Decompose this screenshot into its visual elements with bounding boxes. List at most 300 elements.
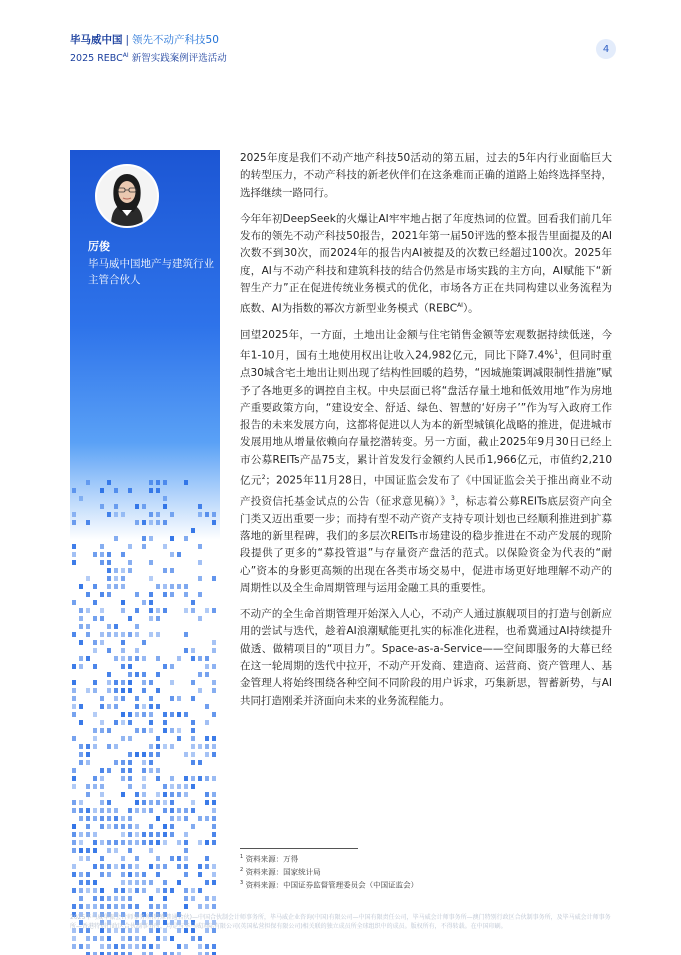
skyline-window (121, 936, 125, 941)
skyline-window (156, 816, 160, 821)
skyline-window (72, 824, 76, 829)
skyline-window (163, 800, 167, 805)
skyline-window (170, 568, 174, 573)
skyline-window (114, 624, 118, 629)
skyline-window (114, 680, 118, 685)
skyline-window (149, 768, 153, 773)
skyline-window (107, 816, 111, 821)
header-tagline: 领先不动产科技50 (132, 34, 219, 46)
skyline-window (121, 632, 125, 637)
skyline-window (177, 816, 181, 821)
skyline-window (142, 704, 146, 709)
skyline-window (177, 584, 181, 589)
skyline-window (86, 576, 90, 581)
skyline-window (107, 944, 111, 949)
skyline-window (184, 608, 188, 613)
skyline-window (142, 800, 146, 805)
skyline-window (79, 832, 83, 837)
skyline-window (86, 792, 90, 797)
skyline-window (156, 800, 160, 805)
skyline-window (156, 888, 160, 893)
skyline-window (79, 904, 83, 909)
skyline-window (128, 656, 132, 661)
skyline-window (86, 624, 90, 629)
skyline-window (114, 632, 118, 637)
skyline-window (142, 728, 146, 733)
skyline-window (100, 544, 104, 549)
skyline-window (79, 752, 83, 757)
skyline-window (114, 696, 118, 701)
skyline-window (121, 688, 125, 693)
skyline-window (72, 768, 76, 773)
skyline-window (86, 816, 90, 821)
skyline-window (212, 520, 216, 525)
skyline-window (198, 888, 202, 893)
skyline-window (79, 872, 83, 877)
skyline-window (121, 904, 125, 909)
skyline-window (205, 944, 209, 949)
skyline-window (212, 904, 216, 909)
skyline-window (163, 896, 167, 901)
skyline-window (184, 864, 188, 869)
skyline-window (149, 512, 153, 517)
paragraph-2-sup: AI (457, 302, 463, 310)
skyline-window (86, 520, 90, 525)
skyline-window (128, 848, 132, 853)
skyline-window (170, 800, 174, 805)
skyline-window (114, 864, 118, 869)
skyline-window (100, 824, 104, 829)
skyline-window (170, 832, 174, 837)
skyline-window (156, 856, 160, 861)
skyline-window (121, 832, 125, 837)
skyline-window (212, 840, 216, 845)
skyline-window (121, 720, 125, 725)
skyline-window (107, 512, 111, 517)
skyline-window (149, 832, 153, 837)
skyline-window (184, 792, 188, 797)
skyline-window (149, 760, 153, 765)
skyline-window (135, 904, 139, 909)
skyline-window (114, 744, 118, 749)
skyline-window (163, 840, 167, 845)
skyline-window (93, 864, 97, 869)
skyline-window (177, 856, 181, 861)
skyline-window (212, 608, 216, 613)
skyline-window (184, 816, 188, 821)
skyline-window (205, 720, 209, 725)
skyline-window (72, 680, 76, 685)
skyline-window (163, 784, 167, 789)
skyline-window (86, 592, 90, 597)
skyline-window (100, 800, 104, 805)
skyline-window (149, 608, 153, 613)
skyline-window (163, 808, 167, 813)
skyline-window (149, 704, 153, 709)
skyline-window (79, 856, 83, 861)
skyline-window (100, 856, 104, 861)
skyline-window (72, 840, 76, 845)
skyline-window (142, 544, 146, 549)
skyline-window (156, 744, 160, 749)
skyline-window (191, 800, 195, 805)
skyline-window (177, 656, 181, 661)
skyline-window (100, 640, 104, 645)
skyline-window (93, 584, 97, 589)
skyline-window (128, 840, 132, 845)
skyline-window (205, 512, 209, 517)
skyline-window (142, 832, 146, 837)
skyline-window (93, 688, 97, 693)
skyline-window (184, 888, 188, 893)
skyline-window (149, 600, 153, 605)
skyline-window (177, 880, 181, 885)
skyline-window (191, 680, 195, 685)
skyline-window (156, 480, 160, 485)
skyline-window (79, 896, 83, 901)
skyline-window (156, 944, 160, 949)
skyline-window (86, 688, 90, 693)
skyline-window (198, 672, 202, 677)
footnote-3 (240, 878, 418, 891)
skyline-window (93, 552, 97, 557)
skyline-window (86, 608, 90, 613)
paragraph-2-text-after: ）。 (462, 302, 479, 315)
skyline-window (177, 944, 181, 949)
skyline-window (93, 808, 97, 813)
skyline-window (135, 648, 139, 653)
skyline-window (107, 824, 111, 829)
skyline-window (86, 856, 90, 861)
skyline-window (212, 880, 216, 885)
skyline-window (72, 832, 76, 837)
skyline-window (135, 864, 139, 869)
skyline-window (79, 616, 83, 621)
skyline-window (170, 680, 174, 685)
skyline-window (93, 744, 97, 749)
skyline-window (86, 656, 90, 661)
skyline-window (72, 544, 76, 549)
skyline-window (114, 584, 118, 589)
footnote-3-text: 资料来源：中国证券监督管理委员会（中国证监会） (245, 880, 419, 890)
skyline-window (107, 632, 111, 637)
skyline-window (100, 768, 104, 773)
skyline-window (128, 760, 132, 765)
skyline-window (191, 648, 195, 653)
skyline-window (86, 880, 90, 885)
skyline-window (79, 840, 83, 845)
skyline-window (198, 560, 202, 565)
skyline-window (107, 728, 111, 733)
skyline-window (135, 824, 139, 829)
skyline-window (142, 776, 146, 781)
skyline-window (135, 800, 139, 805)
skyline-window (100, 504, 104, 509)
skyline-window (212, 752, 216, 757)
skyline-window (170, 936, 174, 941)
skyline-window (128, 784, 132, 789)
skyline-window (79, 880, 83, 885)
skyline-window (128, 888, 132, 893)
skyline-window (100, 616, 104, 621)
paragraph-3-text-after2: ；2025年11月28日，中国证监会发布了《中国证监会关于推出商业不动产投资信托基金试点的公告（征求意见稿）》 (240, 474, 612, 508)
skyline-window (135, 936, 139, 941)
skyline-window (93, 832, 97, 837)
skyline-window (79, 624, 83, 629)
skyline-window (163, 728, 167, 733)
skyline-window (135, 504, 139, 509)
skyline-window (170, 512, 174, 517)
skyline-window (156, 632, 160, 637)
paragraph-2 (240, 211, 612, 318)
skyline-window (170, 816, 174, 821)
skyline-window (128, 880, 132, 885)
skyline-window (86, 888, 90, 893)
skyline-window (100, 792, 104, 797)
skyline-window (142, 808, 146, 813)
skyline-window (163, 824, 167, 829)
skyline-window (79, 584, 83, 589)
skyline-window (79, 808, 83, 813)
skyline-window (128, 632, 132, 637)
skyline-window (212, 792, 216, 797)
skyline-window (149, 944, 153, 949)
skyline-window (128, 616, 132, 621)
skyline-window (107, 552, 111, 557)
skyline-window (135, 792, 139, 797)
skyline-window (205, 736, 209, 741)
skyline-window (149, 576, 153, 581)
skyline-window (149, 616, 153, 621)
skyline-window (163, 720, 167, 725)
skyline-window (100, 488, 104, 493)
skyline-window (114, 848, 118, 853)
skyline-window (72, 864, 76, 869)
footnote-ref-2: 2 (261, 474, 266, 482)
skyline-window (100, 552, 104, 557)
skyline-window (142, 888, 146, 893)
footnote-1 (240, 852, 418, 865)
skyline-window (212, 800, 216, 805)
report-header (70, 33, 227, 66)
skyline-window (72, 736, 76, 741)
skyline-window (107, 848, 111, 853)
skyline-window (121, 760, 125, 765)
skyline-window (100, 704, 104, 709)
skyline-window (107, 568, 111, 573)
skyline-window (191, 744, 195, 749)
skyline-window (170, 784, 174, 789)
skyline-window (142, 760, 146, 765)
skyline-window (135, 856, 139, 861)
skyline-window (72, 696, 76, 701)
paragraph-4-text: 不动产的全生命首期管理开始深入人心，不动产人通过旗舰项目的打造与创新应用的尝试与迭代，趁着AI浪潮赋能更扎实的标准化进程，也希冀通过AI持续提升做透、做精项目的“项目力”。Space-as-a-Service——空间即服务的大幕已经在这一轮周期的迭代中拉开，不动产开发商、建造商、运营商、资产管理人、基金管理人将始终围绕各种空间不同阶段的用户诉求，巧集新思，智蓄新势，与AI共同打造刚柔并济面向未来的业务流程能力。 (240, 608, 612, 707)
skyline-window (191, 888, 195, 893)
skyline-window (79, 608, 83, 613)
skyline-window (191, 736, 195, 741)
skyline-window (86, 944, 90, 949)
skyline-window (149, 720, 153, 725)
skyline-window (149, 896, 153, 901)
header-separator: | (125, 34, 130, 46)
skyline-window (121, 680, 125, 685)
skyline-window (163, 712, 167, 717)
subline-pre: 2025 REBC (70, 53, 123, 65)
skyline-window (142, 536, 146, 541)
skyline-window (156, 736, 160, 741)
skyline-window (114, 816, 118, 821)
skyline-window (156, 936, 160, 941)
skyline-window (198, 576, 202, 581)
skyline-window (121, 792, 125, 797)
skyline-window (198, 864, 202, 869)
paragraph-1-text: 2025年度是我们不动产地产科技50活动的第五届，过去的5年内行业面临巨大的转型压力，不动产科技的新老伙伴们在这条难而正确的道路上始终选择坚持，选择继续一路同行。 (240, 152, 612, 199)
skyline-window (121, 864, 125, 869)
skyline-window (72, 784, 76, 789)
skyline-window (114, 688, 118, 693)
skyline-window (212, 512, 216, 517)
skyline-window (142, 880, 146, 885)
skyline-window (198, 872, 202, 877)
skyline-window (198, 504, 202, 509)
skyline-window (121, 600, 125, 605)
skyline-window (163, 584, 167, 589)
skyline-window (149, 864, 153, 869)
skyline-window (205, 744, 209, 749)
skyline-window (128, 944, 132, 949)
skyline-window (156, 768, 160, 773)
skyline-window (184, 832, 188, 837)
skyline-window (93, 776, 97, 781)
skyline-window (212, 816, 216, 821)
skyline-window (107, 672, 111, 677)
skyline-window (79, 744, 83, 749)
skyline-window (135, 712, 139, 717)
skyline-window (79, 888, 83, 893)
skyline-window (93, 840, 97, 845)
skyline-window (163, 592, 167, 597)
paragraph-1 (240, 150, 612, 202)
skyline-window (128, 568, 132, 573)
skyline-window (107, 864, 111, 869)
skyline-window (163, 832, 167, 837)
skyline-window (135, 880, 139, 885)
skyline-window (79, 496, 83, 501)
skyline-window (142, 520, 146, 525)
skyline-window (156, 512, 160, 517)
skyline-window (93, 728, 97, 733)
skyline-window (121, 856, 125, 861)
skyline-window (100, 896, 104, 901)
subline-post: 新智实践案例评选活动 (128, 53, 227, 65)
skyline-window (191, 656, 195, 661)
skyline-window (121, 584, 125, 589)
skyline-window (107, 688, 111, 693)
skyline-window (184, 944, 188, 949)
skyline-window (212, 832, 216, 837)
skyline-window (121, 896, 125, 901)
skyline-window (142, 768, 146, 773)
skyline-window (184, 872, 188, 877)
skyline-window (191, 808, 195, 813)
skyline-window (114, 536, 118, 541)
skyline-window (163, 864, 167, 869)
skyline-window (72, 712, 76, 717)
profile-panel (70, 150, 220, 955)
skyline-window (191, 728, 195, 733)
skyline-window (198, 904, 202, 909)
skyline-window (184, 776, 188, 781)
skyline-window (93, 640, 97, 645)
skyline-window (107, 808, 111, 813)
skyline-window (184, 632, 188, 637)
skyline-window (93, 848, 97, 853)
skyline-window (128, 544, 132, 549)
skyline-window (177, 696, 181, 701)
skyline-window (198, 616, 202, 621)
skyline-window (135, 840, 139, 845)
skyline-window (135, 632, 139, 637)
paragraph-3-text-after3: ，标志着公募REITs底层资产向全门类又迈出重要一步；而持有型不动产资产支持专项计划也已经顺利推进到扩募落地的新里程碑，我们的多层次REITs市场建设的稳步推进在不动产发展的现阶段提供了更多的“募投管退”与存量资产盘活的范式。以保险资金为代表的“耐心”资本的身影更高频的出现在各类市场交易中，促进市场更好地理解不动产的周期性以及全生命周期管理与运用金融工具的重要性。 (240, 495, 612, 594)
skyline-window (212, 872, 216, 877)
skyline-window (114, 568, 118, 573)
skyline-window (93, 784, 97, 789)
skyline-window (100, 632, 104, 637)
skyline-window (114, 944, 118, 949)
skyline-window (184, 840, 188, 845)
skyline-window (184, 808, 188, 813)
skyline-window (72, 776, 76, 781)
skyline-window (191, 896, 195, 901)
skyline-window (79, 640, 83, 645)
skyline-window (107, 680, 111, 685)
footnote-ref-3: 3 (450, 494, 455, 502)
skyline-window (184, 848, 188, 853)
skyline-window (93, 616, 97, 621)
skyline-window (163, 664, 167, 669)
skyline-window (205, 840, 209, 845)
skyline-window (212, 776, 216, 781)
skyline-window (205, 776, 209, 781)
skyline-window (156, 608, 160, 613)
skyline-window (177, 712, 181, 717)
skyline-window (142, 752, 146, 757)
skyline-window (72, 688, 76, 693)
skyline-window (135, 888, 139, 893)
skyline-window (72, 552, 76, 557)
skyline-window (142, 784, 146, 789)
article-body (240, 150, 612, 719)
skyline-window (86, 832, 90, 837)
skyline-window (100, 728, 104, 733)
skyline-window (177, 792, 181, 797)
skyline-window (93, 680, 97, 685)
skyline-window (170, 696, 174, 701)
footnote-ref-1: 1 (554, 349, 559, 357)
skyline-window (212, 680, 216, 685)
skyline-window (135, 592, 139, 597)
skyline-window (135, 624, 139, 629)
skyline-window (156, 584, 160, 589)
skyline-window (121, 696, 125, 701)
skyline-window (107, 896, 111, 901)
skyline-window (72, 936, 76, 941)
footnote-2 (240, 865, 418, 878)
skyline-window (212, 640, 216, 645)
skyline-window (163, 792, 167, 797)
skyline-window (72, 632, 76, 637)
skyline-window (135, 944, 139, 949)
